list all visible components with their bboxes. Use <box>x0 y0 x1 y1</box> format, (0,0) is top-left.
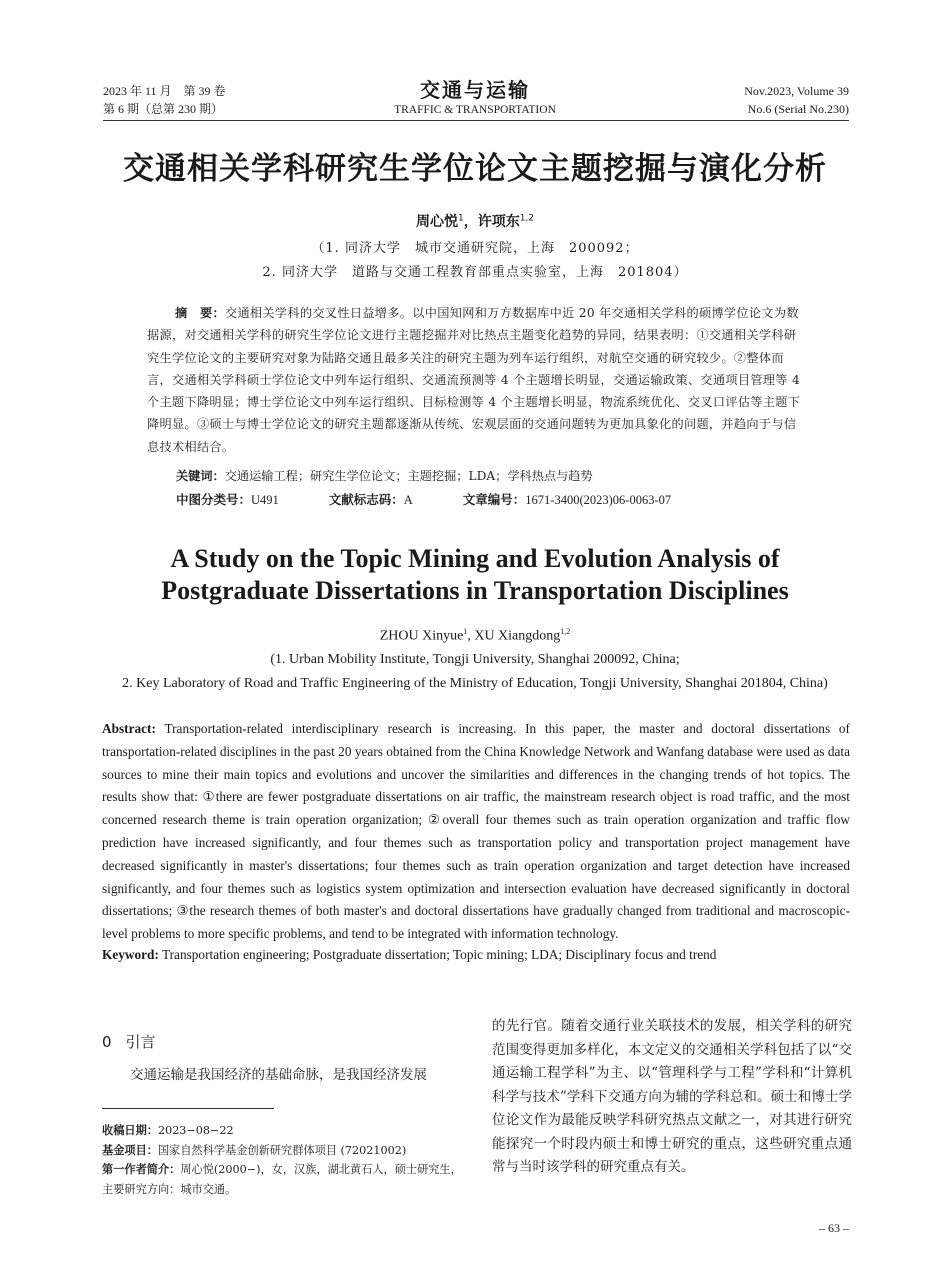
paper-title-cn: 交通相关学科研究生学位论文主题挖掘与演化分析 <box>123 151 827 187</box>
keywords-label-en: Keyword: <box>102 947 159 962</box>
article-number-label: 文章编号： <box>462 492 526 507</box>
clc-label: 中图分类号： <box>176 492 252 507</box>
section-number: 0 <box>102 1033 112 1051</box>
header-issue-en <box>744 82 849 118</box>
author-separator-en: , <box>467 628 475 644</box>
classification-line <box>176 490 671 508</box>
received-date: 2023−08−22 <box>157 1124 234 1137</box>
affiliation-1-en: (1. Urban Mobility Institute, Tongji University, Shanghai 200092, China; <box>270 652 680 667</box>
keywords-label-cn: 关键词： <box>176 469 225 483</box>
author-2-affil-en: 1,2 <box>560 627 571 636</box>
abstract-text-cn: 交通相关学科的交叉性日益增多。以中国知网和万方数据库中近 20 年交通相关学科的硕博学位论文为数据源，对交通相关学科的研究生学位论文进行主题挖掘并对比热点主题变化趋势的异同，结果表明：①交通相关学科研究生学位论文的主要研究对象为陆路交通且最多关注的研究主题为列车运行组织，对航空交通的研究较少。②整体而言，交通相关学科硕士学位论文中列车运行组织、交通流预测等 4 个主题增长明显，交通运输政策、交通项目管理等 4 个主题下降明显；博士学位论文中列车运行组织、目标检测等 4 个主题增长明显，物流系统优化、交叉口评估等主题下降明显。③硕士与博士学位论文的研究主题都逐渐从传统、宏观层面的交通问题转为更加具象化的问题，并趋向于与信息技术相结合。 <box>147 306 801 454</box>
author-1-affil-cn: 1 <box>457 213 464 224</box>
header-serial-en: No.6 (Serial No.230) <box>747 102 849 116</box>
header-volume-en: Nov.2023, Volume 39 <box>744 84 849 98</box>
footnote-fund <box>102 1141 462 1161</box>
author-1-affil-en: 1 <box>463 627 468 636</box>
footnote-received <box>102 1121 462 1141</box>
fund-label: 基金项目： <box>102 1143 158 1157</box>
header-date-cn: 2023 年 11 月 第 39 卷 <box>103 84 226 98</box>
section-title: 引言 <box>125 1033 156 1051</box>
section-heading-introduction <box>102 1031 156 1052</box>
journal-name-cn: 交通与运输 <box>420 78 530 102</box>
paper-title-en-text: A Study on the Topic Mining and Evolution Analysis of Postgraduate Dissertations in Transportation Disciplines <box>161 544 789 605</box>
paper-title-en <box>0 543 950 607</box>
author-bio-text: 周心悦(2000−)，女，汉族，湖北黄石人，硕士研究生，主要研究方向：城市交通。 <box>102 1163 462 1196</box>
keywords-cn <box>176 467 593 484</box>
keywords-text-en: Transportation engineering; Postgraduate dissertation; Topic mining; LDA; Disciplinary focus and trend <box>161 947 717 962</box>
author-1-cn: 周心悦 <box>415 214 458 230</box>
clc-value: U491 <box>251 493 279 507</box>
author-separator-cn: ， <box>463 214 478 230</box>
author-2-en: XU Xiangdong <box>474 628 561 644</box>
author-bio-label: 第一作者简介： <box>102 1163 181 1176</box>
keywords-en <box>102 947 716 963</box>
affiliation-2-en: 2. Key Laboratory of Road and Traffic Engineering of the Ministry of Education, Tongji University, Shanghai 201804, China) <box>122 676 828 691</box>
journal-name-en: TRAFFIC & TRANSPORTATION <box>394 104 556 116</box>
body-paragraph-left: 交通运输是我国经济的基础命脉，是我国经济发展 <box>130 1067 427 1083</box>
doc-code-label: 文献标志码： <box>328 492 404 507</box>
author-2-cn: 许项东 <box>477 214 520 230</box>
affiliation-2-cn: 2. 同济大学 道路与交通工程教育部重点实验室，上海 201804） <box>262 265 688 280</box>
footnote-author <box>102 1160 462 1199</box>
author-2-affil-cn: 1,2 <box>519 213 535 224</box>
doc-code-value: A <box>403 493 413 507</box>
abstract-cn <box>147 302 803 458</box>
page-number: – 63 – <box>819 1221 849 1235</box>
header-issue-number-cn: 第 6 期（总第 230 期） <box>103 102 224 116</box>
body-paragraph-right: 的先行官。随着交通行业关联技术的发展，相关学科的研究范围变得更加多样化，本文定义的交通相关学科包括了以“交通运输工程学科”为主、以“管理科学与工程”学科和“计算机科学与技术”学科下交通方向为辅的学科总和。硕士和博士学位论文作为最能反映学科研究热点文献之一，对其进行研究能探究一个时段内硕士和博士研究的重点，这些研究重点通常与当时该学科的研究重点有关。 <box>492 1018 852 1175</box>
abstract-label-en: Abstract: <box>102 721 156 736</box>
authors-en <box>0 627 950 645</box>
author-1-en: ZHOU Xinyue <box>379 628 464 644</box>
abstract-text-en: Transportation-related interdisciplinary research is increasing. In this paper, the master and doctoral dissertations of transportation-related disciplines in the past 20 years obtained from the China Knowledge Network and Wanfang database were used as data sources to mine their main topics and evolutions and uncover the similarities and differences in the changing trends of hot topics. The results show that: ①there are fewer postgraduate dissertations on air traffic, the mainstream research object is road traffic, and the most concerned research theme is train operation organization; ②overall four themes such as train operation organization and traffic flow prediction have increased significantly, and four themes such as transportation policy and transportation project management have decreased significantly in master's dissertations; four themes such as train operation organization and target detection have increased significantly, and four themes such as logistics system optimization and intersection evaluation have decreased significantly in doctoral dissertations; ③the research themes of both master's and doctoral dissertations have gradually changed from traditional and macroscopic-level problems to more specific problems, and tend to be integrated with information technology. <box>102 721 850 942</box>
received-label: 收稿日期： <box>102 1124 158 1137</box>
footnotes <box>102 1121 462 1199</box>
footnote-divider <box>102 1108 274 1109</box>
header-divider <box>103 120 849 121</box>
authors-cn <box>0 211 950 231</box>
abstract-en <box>102 718 850 946</box>
abstract-label-cn: 摘 要： <box>175 306 225 320</box>
affiliation-1-cn: （1. 同济大学 城市交通研究院，上海 200092； <box>311 241 639 256</box>
article-number-value: 1671-3400(2023)06-0063-07 <box>525 493 672 507</box>
fund-text: 国家自然科学基金创新研究群体项目 (72021002) <box>157 1143 407 1157</box>
keywords-text-cn: 交通运输工程；研究生学位论文；主题挖掘；LDA；学科热点与趋势 <box>224 469 593 483</box>
